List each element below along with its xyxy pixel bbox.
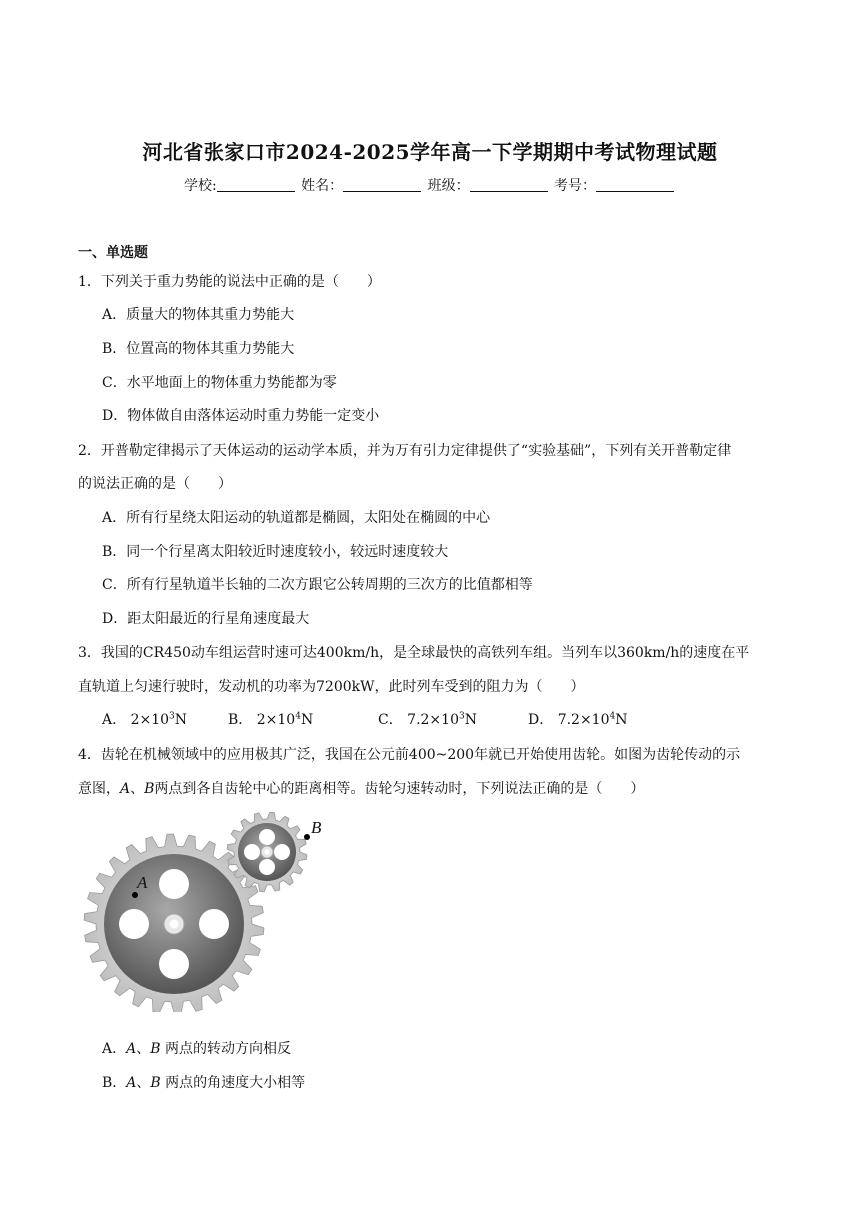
small-gear-hole (259, 859, 275, 875)
point-a-dot (132, 892, 138, 898)
name-label: 姓名： (301, 178, 344, 194)
large-gear-hole (199, 909, 229, 939)
question-3-option-d: D． $7.2\times 10^4N$ (528, 711, 628, 728)
point-a-label: A (137, 873, 148, 892)
question-3-option-a: A． $2\times 10^3N$ (102, 711, 188, 728)
exam-number-label: 考号： (554, 178, 597, 194)
point-b-label: B (311, 818, 322, 837)
section-title: 一、单选题 (78, 245, 148, 261)
small-gear-axle (264, 849, 269, 854)
question-2-option-d: D．距太阳最近的行星角速度最大 (102, 611, 310, 627)
question-4-option-a: A．A、B 两点的转动方向相反 (102, 1041, 291, 1057)
class-blank (470, 177, 548, 192)
question-2-option-b: B．同一个行星离太阳较近时速度较小，较远时速度较大 (102, 544, 449, 560)
question-2-stem-line-1: 2．开普勒定律揭示了天体运动的运动学本质，并为万有引力定律提供了“实验基础”，下列有关开普勒定律 (78, 443, 732, 459)
question-3-stem-line-2: 直轨道上匀速行驶时，发动机的功率为7200kW，此时列车受到的阻力为（ ） (78, 679, 585, 695)
student-info-line (0, 175, 860, 195)
school-blank (217, 177, 295, 192)
question-1-option-a: A．质量大的物体其重力势能大 (102, 307, 295, 323)
class-label: 班级： (427, 178, 470, 194)
question-2-stem-line-2: 的说法正确的是（ ） (78, 476, 232, 492)
gear-diagram (82, 812, 342, 1012)
large-gear-hole (159, 869, 189, 899)
question-3-option-c: C． $7.2\times 10^3N$ (378, 711, 477, 728)
school-label: 学校: (183, 178, 217, 194)
name-blank (343, 177, 421, 192)
question-3-stem-line-1: 3．我国的CR450动车组运营时速可达400km/h，是全球最快的高铁列车组。当列车以360km/h的速度在平 (78, 645, 750, 661)
question-1-option-c: C．水平地面上的物体重力势能都为零 (102, 375, 337, 391)
exam-title: 河北省张家口市2024-2025学年高一下学期期中考试物理试题 (142, 140, 718, 164)
question-4-stem-line-2: 意图，A、B两点到各自齿轮中心的距离相等。齿轮匀速转动时，下列说法正确的是（ ） (78, 781, 645, 797)
question-4-option-b: B．A、B 两点的角速度大小相等 (102, 1075, 306, 1091)
question-2-option-a: A．所有行星绕太阳运动的轨道都是椭圆，太阳处在椭圆的中心 (102, 510, 491, 526)
question-2-option-c: C．所有行星轨道半长轴的二次方跟它公转周期的三次方的比值都相等 (102, 577, 533, 593)
large-gear-hole (159, 949, 189, 979)
small-gear-hole (259, 829, 275, 845)
small-gear-hole (274, 844, 290, 860)
large-gear-axle (170, 920, 179, 929)
large-gear-hole (119, 909, 149, 939)
small-gear-hole (244, 844, 260, 860)
question-4-stem-line-1: 4．齿轮在机械领域中的应用极其广泛，我国在公元前400~200年就已开始使用齿轮。如图为齿轮传动的示 (78, 747, 741, 763)
exam-number-blank (596, 177, 674, 192)
point-b-dot (304, 834, 310, 840)
question-3-option-b: B． $2\times 10^4N$ (228, 711, 314, 728)
question-1-option-d: D．物体做自由落体运动时重力势能一定变小 (102, 408, 380, 424)
question-1-stem: 1．下列关于重力势能的说法中正确的是（ ） (78, 274, 381, 290)
question-1-option-b: B．位置高的物体其重力势能大 (102, 341, 295, 357)
